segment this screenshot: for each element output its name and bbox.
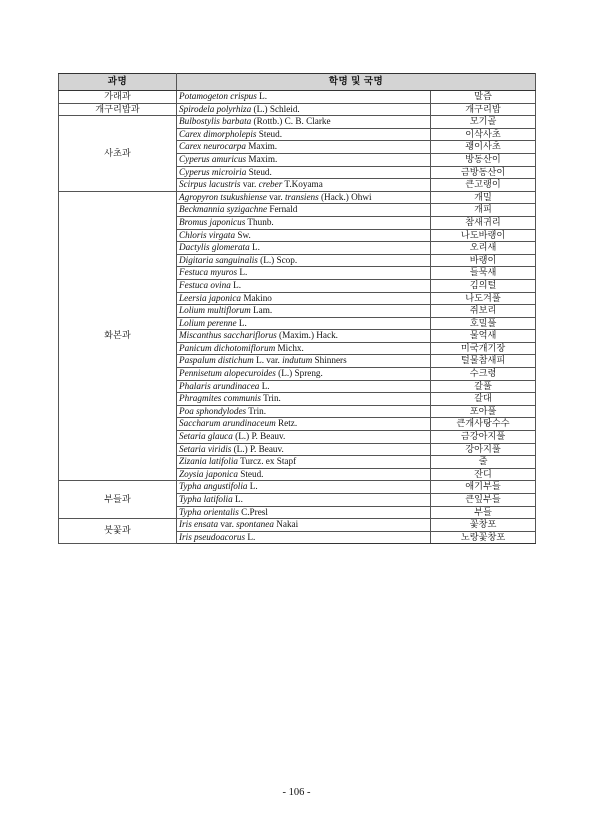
author-name: L. <box>238 317 247 328</box>
korean-name-cell: 털물참새피 <box>431 355 536 368</box>
family-cell: 사초과 <box>59 116 177 192</box>
scientific-name-cell <box>177 166 431 179</box>
korean-name-cell: 금강아지풀 <box>431 431 536 444</box>
table-row <box>59 191 536 204</box>
korean-name-cell: 포아풀 <box>431 405 536 418</box>
scientific-name-cell <box>177 330 431 343</box>
author-name: L. var. <box>256 355 280 366</box>
korean-name-cell: 괭이사초 <box>431 141 536 154</box>
korean-name-cell: 나도바랭이 <box>431 229 536 242</box>
author-name: L. <box>259 91 268 101</box>
latin-name: Cyperus microiria <box>179 166 247 177</box>
scientific-name-cell <box>177 242 431 255</box>
family-cell: 붓꽃과 <box>59 519 177 544</box>
latin-name: Phragmites communis <box>179 393 261 404</box>
latin-name: Scirpus lacustris <box>179 179 241 190</box>
table-row <box>59 103 536 116</box>
scientific-name-cell <box>177 405 431 418</box>
author-name: L. <box>261 380 270 391</box>
korean-name-cell: 큰개사탕수수 <box>431 418 536 431</box>
latin-name: Beckmannia syzigachne <box>179 204 268 215</box>
korean-name-cell: 잔디 <box>431 468 536 481</box>
scientific-name-cell <box>177 153 431 166</box>
header-family: 과명 <box>59 74 177 91</box>
author-name: var. <box>269 191 283 202</box>
author-name: Trin. <box>248 405 267 416</box>
korean-name-cell: 바랭이 <box>431 254 536 267</box>
scientific-name-cell <box>177 292 431 305</box>
scientific-name-cell <box>177 380 431 393</box>
latin-name: Iris pseudoacorus <box>179 531 246 542</box>
latin-name: Typha orientalis <box>179 506 239 517</box>
korean-name-cell: 꽃창포 <box>431 519 536 532</box>
latin-name: Cyperus amuricus <box>179 153 247 164</box>
korean-name-cell: 미국개기장 <box>431 342 536 355</box>
table-row <box>59 91 536 104</box>
latin-name: Bromus japonicus <box>179 216 246 227</box>
latin-name: Saccharum arundinaceum <box>179 418 276 429</box>
scientific-name-cell <box>177 519 431 532</box>
korean-name-cell: 물억새 <box>431 330 536 343</box>
scientific-name-cell <box>177 368 431 381</box>
author-name: Steud. <box>240 468 264 479</box>
latin-name: Iris ensata <box>179 519 219 530</box>
scientific-name-cell <box>177 468 431 481</box>
korean-name-cell: 들묵새 <box>431 267 536 280</box>
latin-name: Miscanthus sacchariflorus <box>179 330 277 341</box>
latin-name: creber <box>258 179 283 190</box>
latin-name: Zizania latifolia <box>179 456 238 467</box>
korean-name-cell: 쥐보리 <box>431 305 536 318</box>
author-name: Retz. <box>278 418 298 429</box>
author-name: Michx. <box>277 342 304 353</box>
korean-name-cell: 갈풀 <box>431 380 536 393</box>
latin-name: Dactylis glomerata <box>179 242 250 253</box>
korean-name-cell: 갈대 <box>431 393 536 406</box>
table-row <box>59 519 536 532</box>
latin-name: Poa sphondylodes <box>179 405 247 416</box>
author-name: Thunb. <box>247 216 274 227</box>
scientific-name-cell <box>177 506 431 519</box>
author-name: (Hack.) Ohwi <box>321 191 372 202</box>
latin-name: Lolium multiflorum <box>179 305 251 316</box>
scientific-name-cell <box>177 494 431 507</box>
korean-name-cell: 줄 <box>431 456 536 469</box>
author-name: L. <box>251 242 260 253</box>
scientific-name-cell <box>177 267 431 280</box>
latin-name: spontanea <box>236 519 274 530</box>
table-row <box>59 116 536 129</box>
latin-name: Bulbostylis barbata <box>179 116 252 127</box>
author-name: Sw. <box>237 229 251 240</box>
latin-name: Typha latifolia <box>179 494 233 504</box>
latin-name: Pennisetum alopecuroides <box>179 368 276 379</box>
scientific-name-cell <box>177 191 431 204</box>
author-name: var. <box>242 179 257 190</box>
scientific-name-cell <box>177 342 431 355</box>
header-scientific-korean: 학명 및 국명 <box>177 74 536 91</box>
korean-name-cell: 노랑꽃창포 <box>431 531 536 544</box>
korean-name-cell: 참새귀리 <box>431 216 536 229</box>
latin-name: Zoysia japonica <box>179 468 238 479</box>
author-name: Maxim. <box>248 153 278 164</box>
korean-name-cell: 큰잎부들 <box>431 494 536 507</box>
korean-name-cell: 강아지풀 <box>431 443 536 456</box>
scientific-name-cell <box>177 91 431 104</box>
author-name: L. <box>239 267 248 278</box>
scientific-name-cell <box>177 443 431 456</box>
author-name: Makino <box>243 292 272 303</box>
author-name: Shinners <box>314 355 347 366</box>
author-name: (L.) Scop. <box>260 254 298 265</box>
latin-name: Panicum dichotomiflorum <box>179 342 276 353</box>
korean-name-cell: 말즘 <box>431 91 536 104</box>
korean-name-cell: 애기부들 <box>431 481 536 494</box>
scientific-name-cell <box>177 317 431 330</box>
author-name: (L.) Spreng. <box>278 368 323 379</box>
latin-name: Festuca ovina <box>179 279 231 290</box>
latin-name: Leersia japonica <box>179 292 242 303</box>
latin-name: Lolium perenne <box>179 317 237 328</box>
family-cell: 부들과 <box>59 481 177 519</box>
scientific-name-cell <box>177 531 431 544</box>
scientific-name-cell <box>177 305 431 318</box>
korean-name-cell: 오리새 <box>431 242 536 255</box>
author-name: L. <box>247 531 256 542</box>
scientific-name-cell <box>177 456 431 469</box>
scientific-name-cell <box>177 116 431 129</box>
family-cell: 가래과 <box>59 91 177 104</box>
author-name: var. <box>220 519 234 530</box>
latin-name: Setaria viridis <box>179 443 232 454</box>
page-number: - 106 - <box>282 787 311 798</box>
korean-name-cell: 개피 <box>431 204 536 217</box>
latin-name: Paspalum distichum <box>179 355 254 366</box>
scientific-name-cell <box>177 418 431 431</box>
scientific-name-cell <box>177 279 431 292</box>
species-table <box>58 73 536 544</box>
latin-name: Setaria glauca <box>179 431 233 442</box>
author-name: L. <box>234 494 243 504</box>
scientific-name-cell <box>177 254 431 267</box>
family-cell: 개구리밥과 <box>59 103 177 116</box>
latin-name: Agropyron tsukushiense <box>179 191 267 202</box>
author-name: (L.) Schleid. <box>253 103 300 114</box>
korean-name-cell: 나도겨풀 <box>431 292 536 305</box>
korean-name-cell: 수크령 <box>431 368 536 381</box>
korean-name-cell: 부들 <box>431 506 536 519</box>
author-name: (L.) P. Beauv. <box>235 431 286 442</box>
latin-name: indutum <box>282 355 313 366</box>
korean-name-cell: 이삭사초 <box>431 128 536 141</box>
latin-name: transiens <box>285 191 319 202</box>
korean-name-cell: 방동산이 <box>431 153 536 166</box>
author-name: Steud. <box>258 128 283 139</box>
korean-name-cell: 개밀 <box>431 191 536 204</box>
author-name: C.Presl <box>241 506 268 517</box>
scientific-name-cell <box>177 355 431 368</box>
table-body <box>59 91 536 544</box>
scientific-name-cell <box>177 431 431 444</box>
latin-name: Chloris virgata <box>179 229 236 240</box>
author-name: L. <box>249 481 258 492</box>
latin-name: Digitaria sanguinalis <box>179 254 258 265</box>
family-cell: 화본과 <box>59 191 177 481</box>
author-name: Fernald <box>269 204 298 215</box>
scientific-name-cell <box>177 128 431 141</box>
korean-name-cell: 김의털 <box>431 279 536 292</box>
scientific-name-cell <box>177 216 431 229</box>
latin-name: Spirodela polyrhiza <box>179 103 252 114</box>
scientific-name-cell <box>177 393 431 406</box>
author-name: (Maxim.) Hack. <box>279 330 338 341</box>
scientific-name-cell <box>177 481 431 494</box>
author-name: Turcz. ex Stapf <box>240 456 297 467</box>
author-name: Steud. <box>248 166 272 177</box>
latin-name: Phalaris arundinacea <box>179 380 260 391</box>
author-name: Maxim. <box>248 141 278 152</box>
author-name: (L.) P. Beauv. <box>233 443 284 454</box>
author-name: (Rottb.) C. B. Clarke <box>253 116 331 127</box>
scientific-name-cell <box>177 179 431 192</box>
korean-name-cell: 개구리밥 <box>431 103 536 116</box>
table-header <box>59 74 536 91</box>
author-name: Trin. <box>263 393 281 404</box>
korean-name-cell: 큰고랭이 <box>431 179 536 192</box>
latin-name: Carex dimorpholepis <box>179 128 257 139</box>
korean-name-cell: 호밀풀 <box>431 317 536 330</box>
latin-name: Festuca myuros <box>179 267 238 278</box>
korean-name-cell: 모기골 <box>431 116 536 129</box>
latin-name: Carex neurocarpa <box>179 141 246 152</box>
latin-name: Typha angustifolia <box>179 481 248 492</box>
scientific-name-cell <box>177 141 431 154</box>
scientific-name-cell <box>177 204 431 217</box>
table-row <box>59 481 536 494</box>
latin-name: Potamogeton crispus <box>179 91 257 101</box>
korean-name-cell: 금방동산이 <box>431 166 536 179</box>
author-name: Lam. <box>253 305 273 316</box>
author-name: L. <box>233 279 242 290</box>
scientific-name-cell <box>177 103 431 116</box>
scientific-name-cell <box>177 229 431 242</box>
author-name: Nakai <box>276 519 299 530</box>
author-name: T.Koyama <box>284 179 323 190</box>
